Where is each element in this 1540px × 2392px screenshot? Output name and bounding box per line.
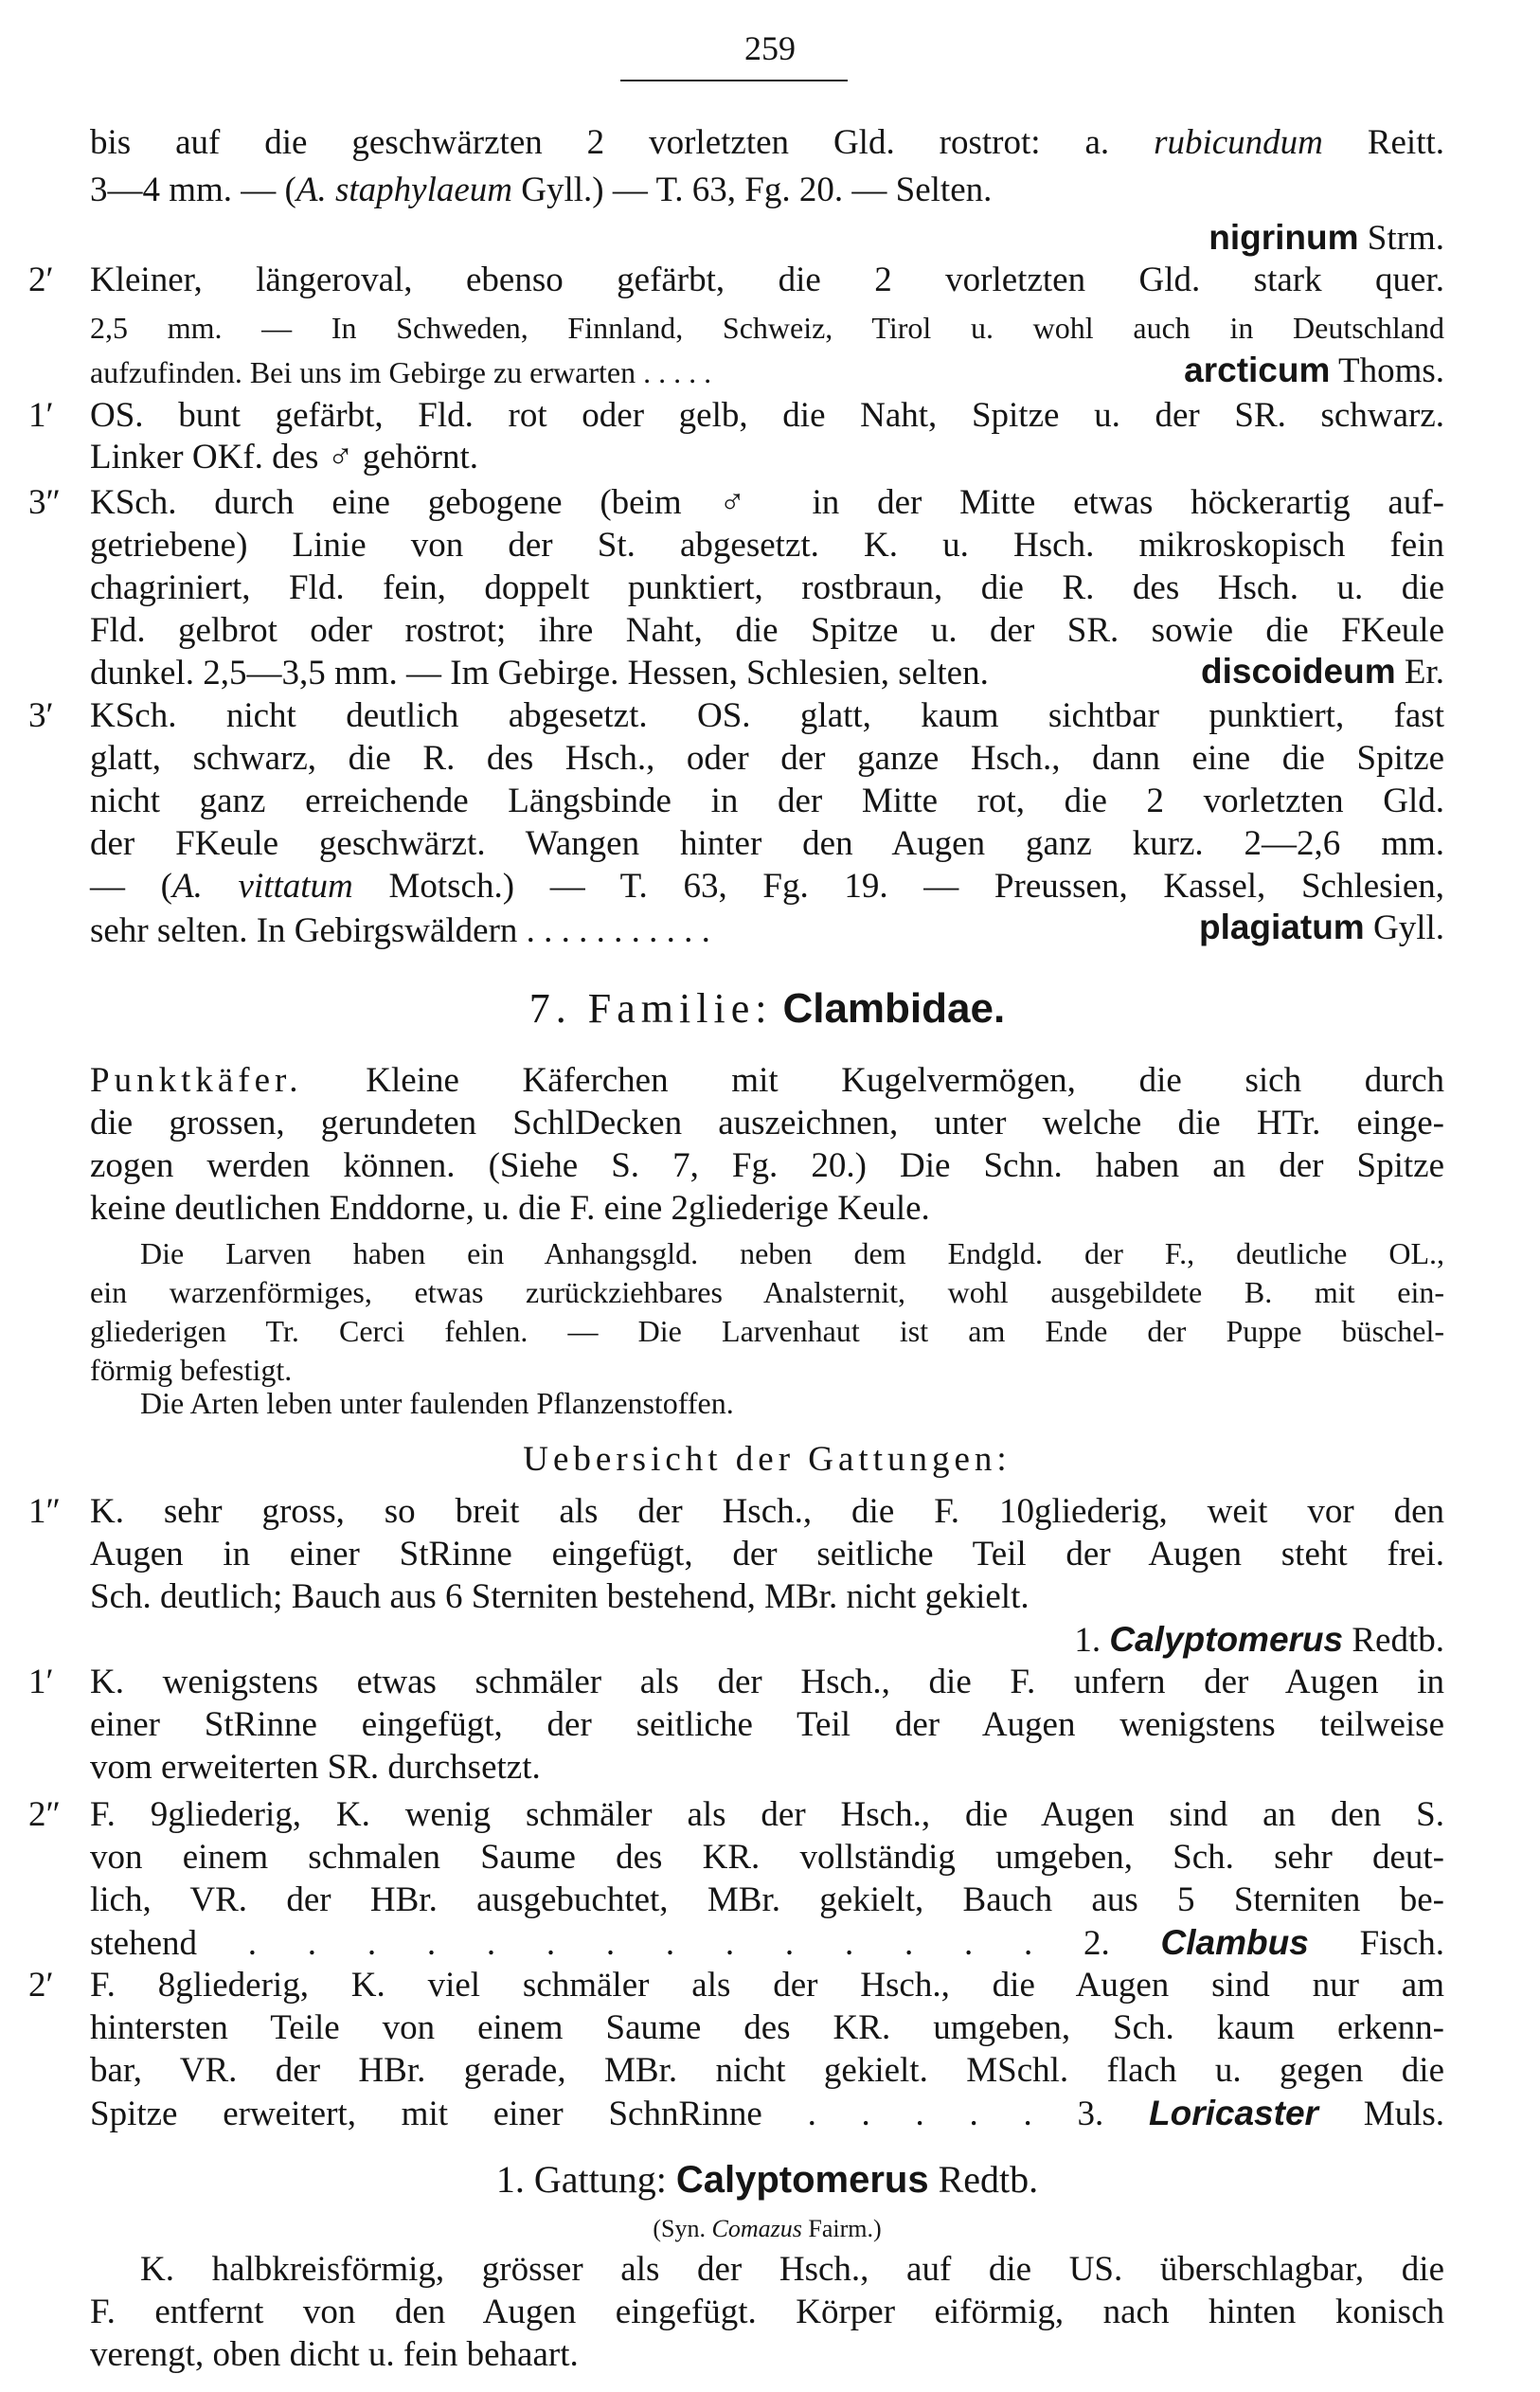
text-line: F. 9gliederig, K. wenig schmäler als der Hsch., die Augen sind an den S. [90, 1795, 1444, 1834]
genus-name-line: stehend . . . . . . . . . . . . . . 2. Clambus Fisch. [90, 1923, 1444, 1963]
text-line: der FKeule geschwärzt. Wangen hinter den Augen ganz kurz. 2—2,6 mm. [90, 824, 1444, 863]
text-line: Punktkäfer. Kleine Käferchen mit Kugelvermögen, die sich durch [90, 1061, 1445, 1100]
couplet-number: 1″ [28, 1492, 61, 1531]
text-line: Kleiner, längeroval, ebenso gefärbt, die 2 vorletzten Gld. stark quer. [90, 261, 1444, 299]
text-line: gliederigen Tr. Cerci fehlen. — Die Larvenhaut ist am Ende der Puppe büschel- [90, 1314, 1444, 1348]
synonym-line: (Syn. Comazus Fairm.) [653, 2215, 882, 2242]
species-name-line: nigrinum Strm. [1209, 218, 1444, 258]
text-line: sehr selten. In Gebirgswäldern . . . . . . . . . . . [90, 911, 710, 950]
text-line: chagriniert, Fld. fein, doppelt punktiert, rostbraun, die R. des Hsch. u. die [90, 568, 1444, 607]
species-name-line: plagiatum Gyll. [1198, 908, 1444, 947]
text-line: Die Larven haben ein Anhangsgld. neben dem Endgld. der F., deutliche OL., [140, 1236, 1444, 1270]
text-line: Sch. deutlich; Bauch aus 6 Sterniten bestehend, MBr. nicht gekielt. [90, 1577, 1030, 1616]
couplet-number: 2′ [28, 261, 54, 299]
text-line: von einem schmalen Saume des KR. vollständig umgeben, Sch. sehr deut- [90, 1838, 1444, 1877]
couplet-number: 1′ [28, 1663, 54, 1701]
text-line: Fld. gelbrot oder rostrot; ihre Naht, die Spitze u. der SR. sowie die FKeule [90, 611, 1444, 650]
text-line: förmig befestigt. [90, 1353, 293, 1387]
text-line: dunkel. 2,5—3,5 mm. — Im Gebirge. Hessen, Schlesien, selten. [90, 654, 989, 692]
genus-name-line: Spitze erweitert, mit einer SchnRinne . . . . . 3. Loricaster Muls. [90, 2094, 1445, 2133]
text-line: F. entfernt von den Augen eingefügt. Körper eiförmig, nach hinten konisch [90, 2293, 1444, 2331]
text-line: glatt, schwarz, die R. des Hsch., oder der ganze Hsch., dann eine die Spitze [90, 739, 1444, 778]
text-line: die grossen, gerundeten SchlDecken auszeichnen, unter welche die HTr. einge- [90, 1104, 1444, 1142]
text-line: 2,5 mm. — In Schweden, Finnland, Schweiz, Tirol u. wohl auch in Deutschland [90, 311, 1444, 345]
section-heading: Uebersicht der Gattungen: [523, 1440, 1012, 1479]
species-name-line: discoideum Er. [1201, 652, 1444, 692]
text-line: vom erweiterten SR. durchsetzt. [90, 1748, 541, 1787]
couplet-number: 3′ [28, 696, 54, 735]
text-line: — (A. vittatum Motsch.) — T. 63, Fg. 19. — Preussen, Kassel, Schlesien, [90, 867, 1445, 906]
text-line: lich, VR. der HBr. ausgebuchtet, MBr. gekielt, Bauch aus 5 Sterniten be- [90, 1880, 1444, 1919]
text-line: KSch. nicht deutlich abgesetzt. OS. glatt, kaum sichtbar punktiert, fast [90, 696, 1444, 735]
couplet-number: 3″ [28, 483, 61, 522]
text-line: ein warzenförmiges, etwas zurückziehbares Analsternit, wohl ausgebildete B. mit ein- [90, 1275, 1444, 1309]
text-line: K. halbkreisförmig, grösser als der Hsch., auf die US. überschlagbar, die [140, 2250, 1444, 2289]
couplet-number: 2′ [28, 1966, 54, 2005]
text-line: getriebene) Linie von der St. abgesetzt. K. u. Hsch. mikroskopisch fein [90, 526, 1444, 565]
couplet-number: 2″ [28, 1795, 61, 1834]
text-line: F. 8gliederig, K. viel schmäler als der Hsch., die Augen sind nur am [90, 1966, 1444, 2005]
text-line: 3—4 mm. — (A. staphylaeum Gyll.) — T. 63, Fg. 20. — Selten. [90, 171, 993, 209]
text-line: Die Arten leben unter faulenden Pflanzenstoffen. [140, 1386, 734, 1420]
text-line: aufzufinden. Bei uns im Gebirge zu erwarten . . . . . [90, 355, 712, 389]
text-line: nicht ganz erreichende Längsbinde in der Mitte rot, die 2 vorletzten Gld. [90, 782, 1444, 820]
family-heading: 7. Familie: Clambidae. [528, 985, 1006, 1032]
text-line: K. wenigstens etwas schmäler als der Hsch., die F. unfern der Augen in [90, 1663, 1444, 1701]
genus-heading: 1. Gattung: Calyptomerus Redtb. [495, 2158, 1039, 2201]
text-line: einer StRinne eingefügt, der seitliche Teil der Augen wenigstens teilweise [90, 1705, 1444, 1744]
text-line: K. sehr gross, so breit als der Hsch., die F. 10gliederig, weit vor den [90, 1492, 1444, 1531]
header-rule [620, 80, 848, 81]
text-line: verengt, oben dicht u. fein behaart. [90, 2335, 579, 2374]
text-line: keine deutlichen Enddorne, u. die F. eine 2gliederige Keule. [90, 1189, 930, 1228]
text-line: hintersten Teile von einem Saume des KR. umgeben, Sch. kaum erkenn- [90, 2008, 1444, 2047]
couplet-number: 1′ [28, 396, 54, 435]
text-line: bis auf die geschwärzten 2 vorletzten Gld. rostrot: a. rubicundum Reitt. [90, 123, 1445, 162]
page-number: 259 [744, 29, 796, 67]
text-line: Linker OKf. des ♂ gehörnt. [90, 438, 478, 477]
species-name-line: arcticum Thoms. [1184, 351, 1444, 390]
text-line: Augen in einer StRinne eingefügt, der seitliche Teil der Augen steht frei. [90, 1535, 1444, 1574]
text-line: bar, VR. der HBr. gerade, MBr. nicht gekielt. MSchl. flach u. gegen die [90, 2051, 1444, 2090]
text-line: KSch. durch eine gebogene (beim ♂ in der Mitte etwas höckerartig auf- [90, 483, 1444, 522]
text-line: OS. bunt gefärbt, Fld. rot oder gelb, die Naht, Spitze u. der SR. schwarz. [90, 396, 1444, 435]
text-line: zogen werden können. (Siehe S. 7, Fg. 20.) Die Schn. haben an der Spitze [90, 1146, 1444, 1185]
genus-name-line: 1. Calyptomerus Redtb. [1074, 1620, 1444, 1660]
